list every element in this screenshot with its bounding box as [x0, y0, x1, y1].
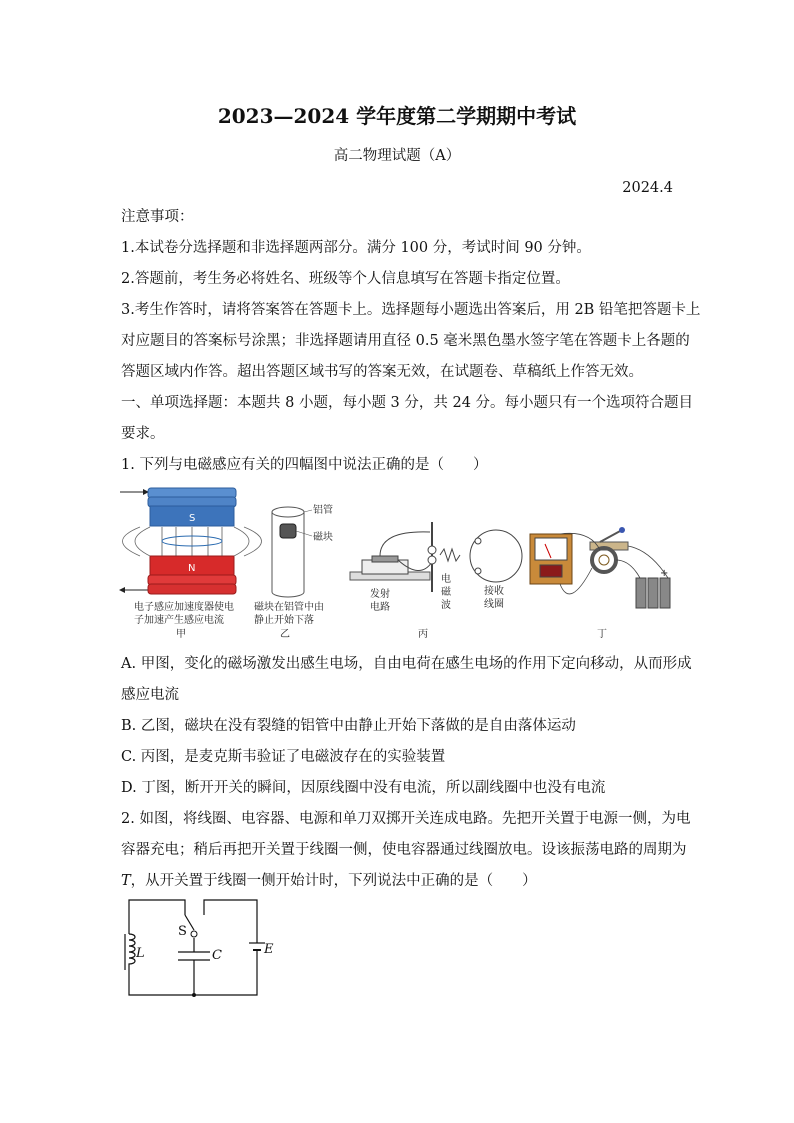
yi-tube-label: 铝管	[313, 505, 333, 516]
ding-label: 丁	[597, 629, 607, 640]
section-heading-line-1: 一、单项选择题：本题共 8 小题，每小题 3 分，共 24 分。每小题只有一个选项符合题目	[121, 395, 694, 411]
bing-em-2: 磁	[441, 587, 451, 598]
bing-rx-1: 接收	[484, 586, 504, 597]
question-1-option-b: B. 乙图，磁块在没有裂缝的铝管中由静止开始下落做的是自由落体运动	[121, 718, 576, 734]
yi-block-label: 磁块	[313, 532, 333, 543]
question-1-option-d: D. 丁图，断开开关的瞬间，因原线圈中没有电流，所以副线圈中也没有电流	[121, 780, 606, 796]
capacitor-label: C	[212, 948, 222, 963]
source-label: E	[264, 942, 274, 957]
jia-s-label: S	[189, 513, 196, 524]
notice-heading: 注意事项：	[121, 209, 194, 225]
question-2-line-2: 容器充电；稍后再把开关置于线圈一侧，使电容器通过线圈放电。设该振荡电路的周期为	[121, 842, 687, 858]
yi-label: 乙	[280, 629, 290, 640]
jia-caption-1: 电子感应加速度器使电	[134, 602, 234, 613]
question-1-option-a-line-1: A. 甲图，变化的磁场激发出感生电场，自由电荷在感生电场的作用下定向移动，从而形成	[121, 656, 692, 672]
exam-subtitle: 高二物理试题（A）	[333, 148, 461, 164]
question-1-option-c: C. 丙图，是麦克斯韦验证了电磁波存在的实验装置	[121, 749, 446, 765]
bing-rx-2: 线圈	[484, 599, 504, 610]
notice-item-3-line-3: 答题区域内作答。超出答题区域书写的答案无效，在试题卷、草稿纸上作答无效。	[121, 364, 643, 380]
period-variable: T	[121, 873, 131, 889]
jia-caption-2: 子加速产生感应电流	[134, 615, 224, 626]
notice-item-1: 1.本试卷分选择题和非选择题两部分。满分 100 分，考试时间 90 分钟。	[121, 240, 591, 256]
exam-date: 2024.4	[622, 180, 673, 196]
ding-plus: +	[660, 568, 669, 579]
notice-item-3-line-2: 对应题目的答案标号涂黑；非选择题请用直径 0.5 毫米黑色墨水签字笔在答题卡上各题的	[121, 333, 690, 349]
notice-item-3-line-1: 3.考生作答时，请将答案答在答题卡上。选择题每小题选出答案后，用 2B 铅笔把答题卡上	[121, 302, 701, 318]
question-1-stem: 1. 下列与电磁感应有关的四幅图中说法正确的是（ ）	[121, 457, 488, 473]
section-heading-line-2: 要求。	[121, 426, 165, 442]
yi-caption-1: 磁块在铝管中由	[254, 602, 324, 613]
jia-label: 甲	[176, 629, 186, 640]
jia-n-label: N	[188, 563, 196, 574]
bing-em-1: 电	[441, 574, 451, 585]
bing-em-3: 波	[441, 600, 451, 611]
exam-title: 2023—2024 学年度第二学期期中考试	[217, 104, 577, 128]
question-2-line-1: 2. 如图，将线圈、电容器、电源和单刀双掷开关连成电路。先把开关置于电源一侧，为电	[121, 811, 691, 827]
question-2-line-3-text: ，从开关置于线圈一侧开始计时，下列说法中正确的是（ ）	[130, 873, 537, 889]
yi-caption-2: 静止开始下落	[254, 615, 314, 626]
bing-tx-1: 发射	[370, 589, 390, 600]
inductor-label: L	[136, 946, 145, 961]
bing-label: 丙	[418, 629, 428, 640]
notice-item-2: 2.答题前，考生务必将姓名、班级等个人信息填写在答题卡指定位置。	[121, 271, 570, 287]
question-1-option-a-line-2: 感应电流	[121, 687, 179, 703]
switch-label: S	[178, 924, 187, 939]
bing-tx-2: 电路	[370, 602, 390, 613]
